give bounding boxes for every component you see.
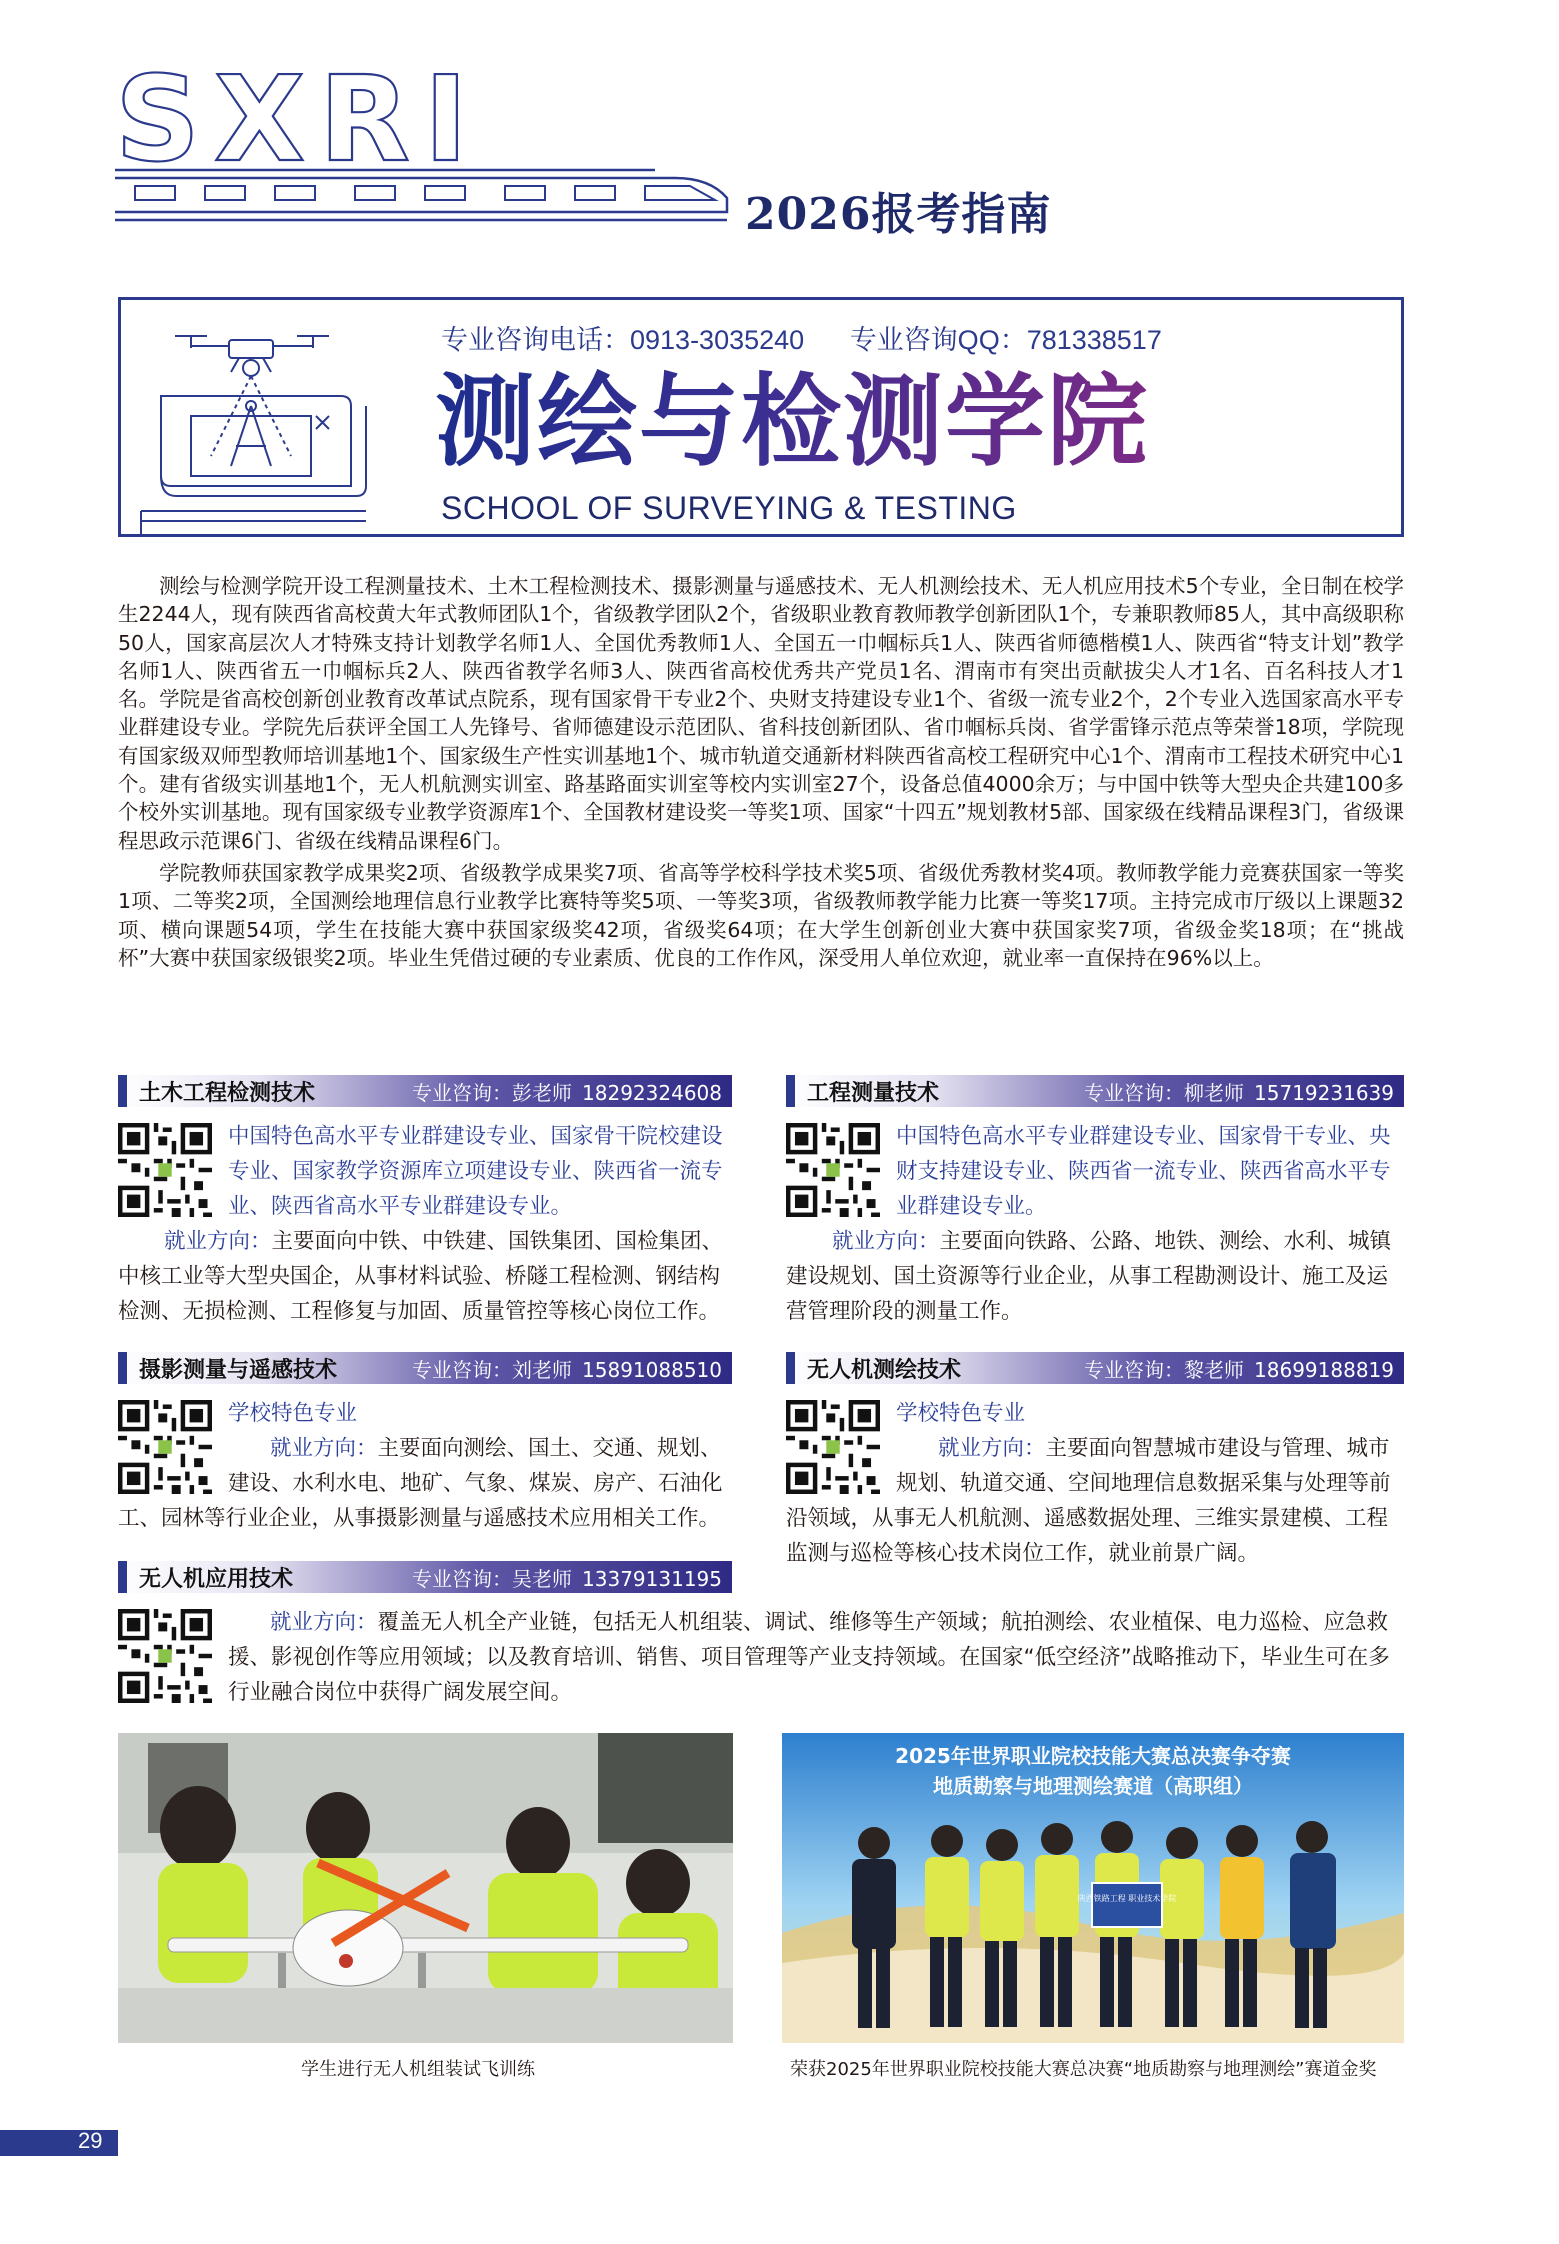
career-text: 主要面向铁路、公路、地铁、测绘、水利、城镇建设规划、国土资源等行业企业，从事工程勘测设计、施工及运营管理阶段的测量工作。 [786,1229,1392,1324]
guide-title: 2026报考指南 [745,189,1052,240]
program-career [118,1605,1404,1710]
program-contact [1084,1354,1394,1383]
program-photogrammetry [118,1352,732,1536]
program-uav-application [118,1561,1404,1710]
program-name: 土木工程检测技术 [139,1080,316,1106]
sxri-logo-text: SXRI [115,60,482,188]
career-label: 就业方向： [832,1229,940,1254]
photo-caption-left: 学生进行无人机组装试飞训练 [301,2059,535,2080]
consult-phone: 18292324608 [582,1080,722,1105]
career-label: 就业方向： [270,1610,378,1635]
program-name: 摄影测量与遥感技术 [139,1357,338,1383]
program-contact [412,1077,722,1106]
photo-caption-right: 荣获2025年世界职业院校技能大赛总决赛“地质勘察与地理测绘”赛道金奖 [790,2059,1377,2080]
qr-code-icon[interactable] [118,1123,212,1217]
program-contact [412,1563,722,1592]
program-feature: 中国特色高水平专业群建设专业、国家骨干专业、央财支持建设专业、陕西省一流专业、陕西省高水平专业群建设专业。 [896,1124,1391,1219]
intro-paragraph: 测绘与检测学院开设工程测量技术、土木工程检测技术、摄影测量与遥感技术、无人机测绘技术、无人机应用技术5个专业，全日制在校学生2244人，现有陕西省高校黄大年式教师团队1个，省级教学团队2个，省级职业教育教师教学创新团队1个，专兼职教师85人，其中高级职称50人，国家高层次人才特殊支持计划教学名师1人、全国优秀教师1人、全国五一巾帼标兵1人、陕西省师德楷模1人、陕西省“特支计划”教学名师1人、陕西省五一巾帼标兵2人、陕西省教学名师3人、陕西省高校优秀共产党员1名、渭南市有突出贡献拔尖人才1名、百名科技人才1名。学院是省高校创新创业教育改革试点院系，现有国家骨干专业2个、央财支持建设专业1个、省级一流专业2个，2个专业入选国家高水平专业群建设专业。学院先后获评全国工人先锋号、省师德建设示范团队、省科技创新团队、省巾帼标兵岗、省学雷锋示范点等荣誉18项，学院现有国家级双师型教师培训基地1个、国家级生产性实训基地1个、城市轨道交通新材料陕西省高校工程研究中心1个、渭南市工程技术研究中心1个。建有省级实训基地1个，无人机航测实训室、路基路面实训室等校内实训室27个，设备总值4000余万；与中国中铁等大型央企共建100多个校外实训基地。现有国家级专业教学资源库1个、全国教材建设奖一等奖1项、国家“十四五”规划教材5部、国家级在线精品课程3门，省级课程思政示范课6门、省级在线精品课程6门。 [118,574,1404,853]
program-header [786,1075,1404,1107]
program-uav-surveying [786,1352,1404,1571]
program-header [118,1561,732,1593]
consult-teacher: 专业咨询：彭老师 [412,1080,573,1105]
career-text: 主要面向中铁、中铁建、国铁集团、国检集团、中核工业等大型央国企，从事材料试验、桥隧工程检测、钢结构检测、无损检测、工程修复与加固、质量管控等核心岗位工作。 [118,1229,724,1324]
program-feature: 中国特色高水平专业群建设专业、国家骨干院校建设专业、国家教学资源库立项建设专业、陕西省一流专业、陕西省高水平专业群建设专业。 [228,1124,723,1219]
college-title: 测绘与检测学院 [435,362,1149,480]
surveying-drone-icon [131,306,376,534]
consult-phone: 18699188819 [1254,1357,1394,1382]
program-feature: 学校特色专业 [896,1401,1026,1426]
college-intro [118,572,1404,972]
intro-paragraph: 学院教师获国家教学成果奖2项、省级教学成果奖7项、省高等学校科学技术奖5项、省级优秀教材奖4项。教师教学能力竞赛获国家一等奖1项、二等奖2项，全国测绘地理信息行业教学比赛特等奖5项、一等奖3项，省级教师教学能力比赛一等奖17项。主持完成市厅级以上课题32项、横向课题54项，学生在技能大赛中获国家级奖42项，省级奖64项；在大学生创新创业大赛中获国家奖7项，省级金奖18项；在“挑战杯”大赛中获国家级银奖2项。毕业生凭借过硬的专业素质、优良的工作作风，深受用人单位欢迎，就业率一直保持在96%以上。 [118,860,1404,970]
college-header-box [118,297,1404,537]
program-header [118,1352,732,1384]
consult-phone: 13379131195 [582,1566,722,1591]
program-body [118,1119,732,1329]
career-label: 就业方向： [270,1436,378,1461]
program-body [786,1119,1404,1329]
contact-qq: 专业咨询QQ：781338517 [849,325,1162,355]
career-text: 主要面向测绘、国土、交通、规划、建设、水利水电、地矿、气象、煤炭、房产、石油化工、园林等行业企业，从事摄影测量与遥感技术应用相关工作。 [118,1436,723,1531]
program-engineering-survey [786,1075,1404,1329]
program-body [118,1396,732,1536]
photo-award-ceremony [782,1733,1404,2043]
program-body [118,1605,1404,1710]
contact-line [441,318,1162,357]
program-name: 工程测量技术 [807,1080,940,1106]
consult-teacher: 专业咨询：黎老师 [1084,1357,1245,1382]
career-text: 覆盖无人机全产业链，包括无人机组装、调试、维修等生产领域；航拍测绘、农业植保、电力巡检、应急救援、影视创作等应用领域；以及教育培训、销售、项目管理等产业支持领域。在国家“低空经济”战略推动下，毕业生可在多行业融合岗位中获得广阔发展空间。 [228,1610,1390,1705]
college-title-en: SCHOOL OF SURVEYING & TESTING [441,490,1017,526]
program-header [118,1075,732,1107]
program-body [786,1396,1404,1571]
career-text: 主要面向智慧城市建设与管理、城市规划、轨道交通、空间地理信息数据采集与处理等前沿领域，从事无人机航测、遥感数据处理、三维实景建模、工程监测与巡检等核心技术岗位工作，就业前景广阔。 [786,1436,1391,1566]
qr-code-icon[interactable] [786,1123,880,1217]
consult-teacher: 专业咨询：吴老师 [412,1566,573,1591]
career-label: 就业方向： [164,1229,272,1254]
qr-code-icon[interactable] [118,1609,212,1703]
program-name: 无人机应用技术 [139,1566,294,1592]
photo-drone-training [118,1733,733,2043]
program-civil-testing [118,1075,732,1329]
program-header [786,1352,1404,1384]
qr-code-icon[interactable] [786,1400,880,1494]
program-name: 无人机测绘技术 [807,1357,962,1383]
program-career [786,1224,1404,1329]
consult-phone: 15719231639 [1254,1080,1394,1105]
career-label: 就业方向： [938,1436,1046,1461]
header-logo-train-art [115,60,735,230]
program-career [118,1224,732,1329]
page-number: 29 [78,2128,103,2153]
contact-phone: 专业咨询电话：0913-3035240 [441,325,805,355]
program-contact [1084,1077,1394,1106]
award-sign-text: 陕西铁路工程 职业技术学院 [1077,1894,1177,1903]
program-contact [412,1354,722,1383]
consult-phone: 15891088510 [582,1357,722,1382]
banner-line-2: 地质勘察与地理测绘赛道（高职组） [933,1774,1253,1798]
program-feature: 学校特色专业 [228,1401,358,1426]
banner-line-1: 2025年世界职业院校技能大赛总决赛争夺赛 [895,1744,1291,1768]
consult-teacher: 专业咨询：刘老师 [412,1357,573,1382]
consult-teacher: 专业咨询：柳老师 [1084,1080,1245,1105]
qr-code-icon[interactable] [118,1400,212,1494]
